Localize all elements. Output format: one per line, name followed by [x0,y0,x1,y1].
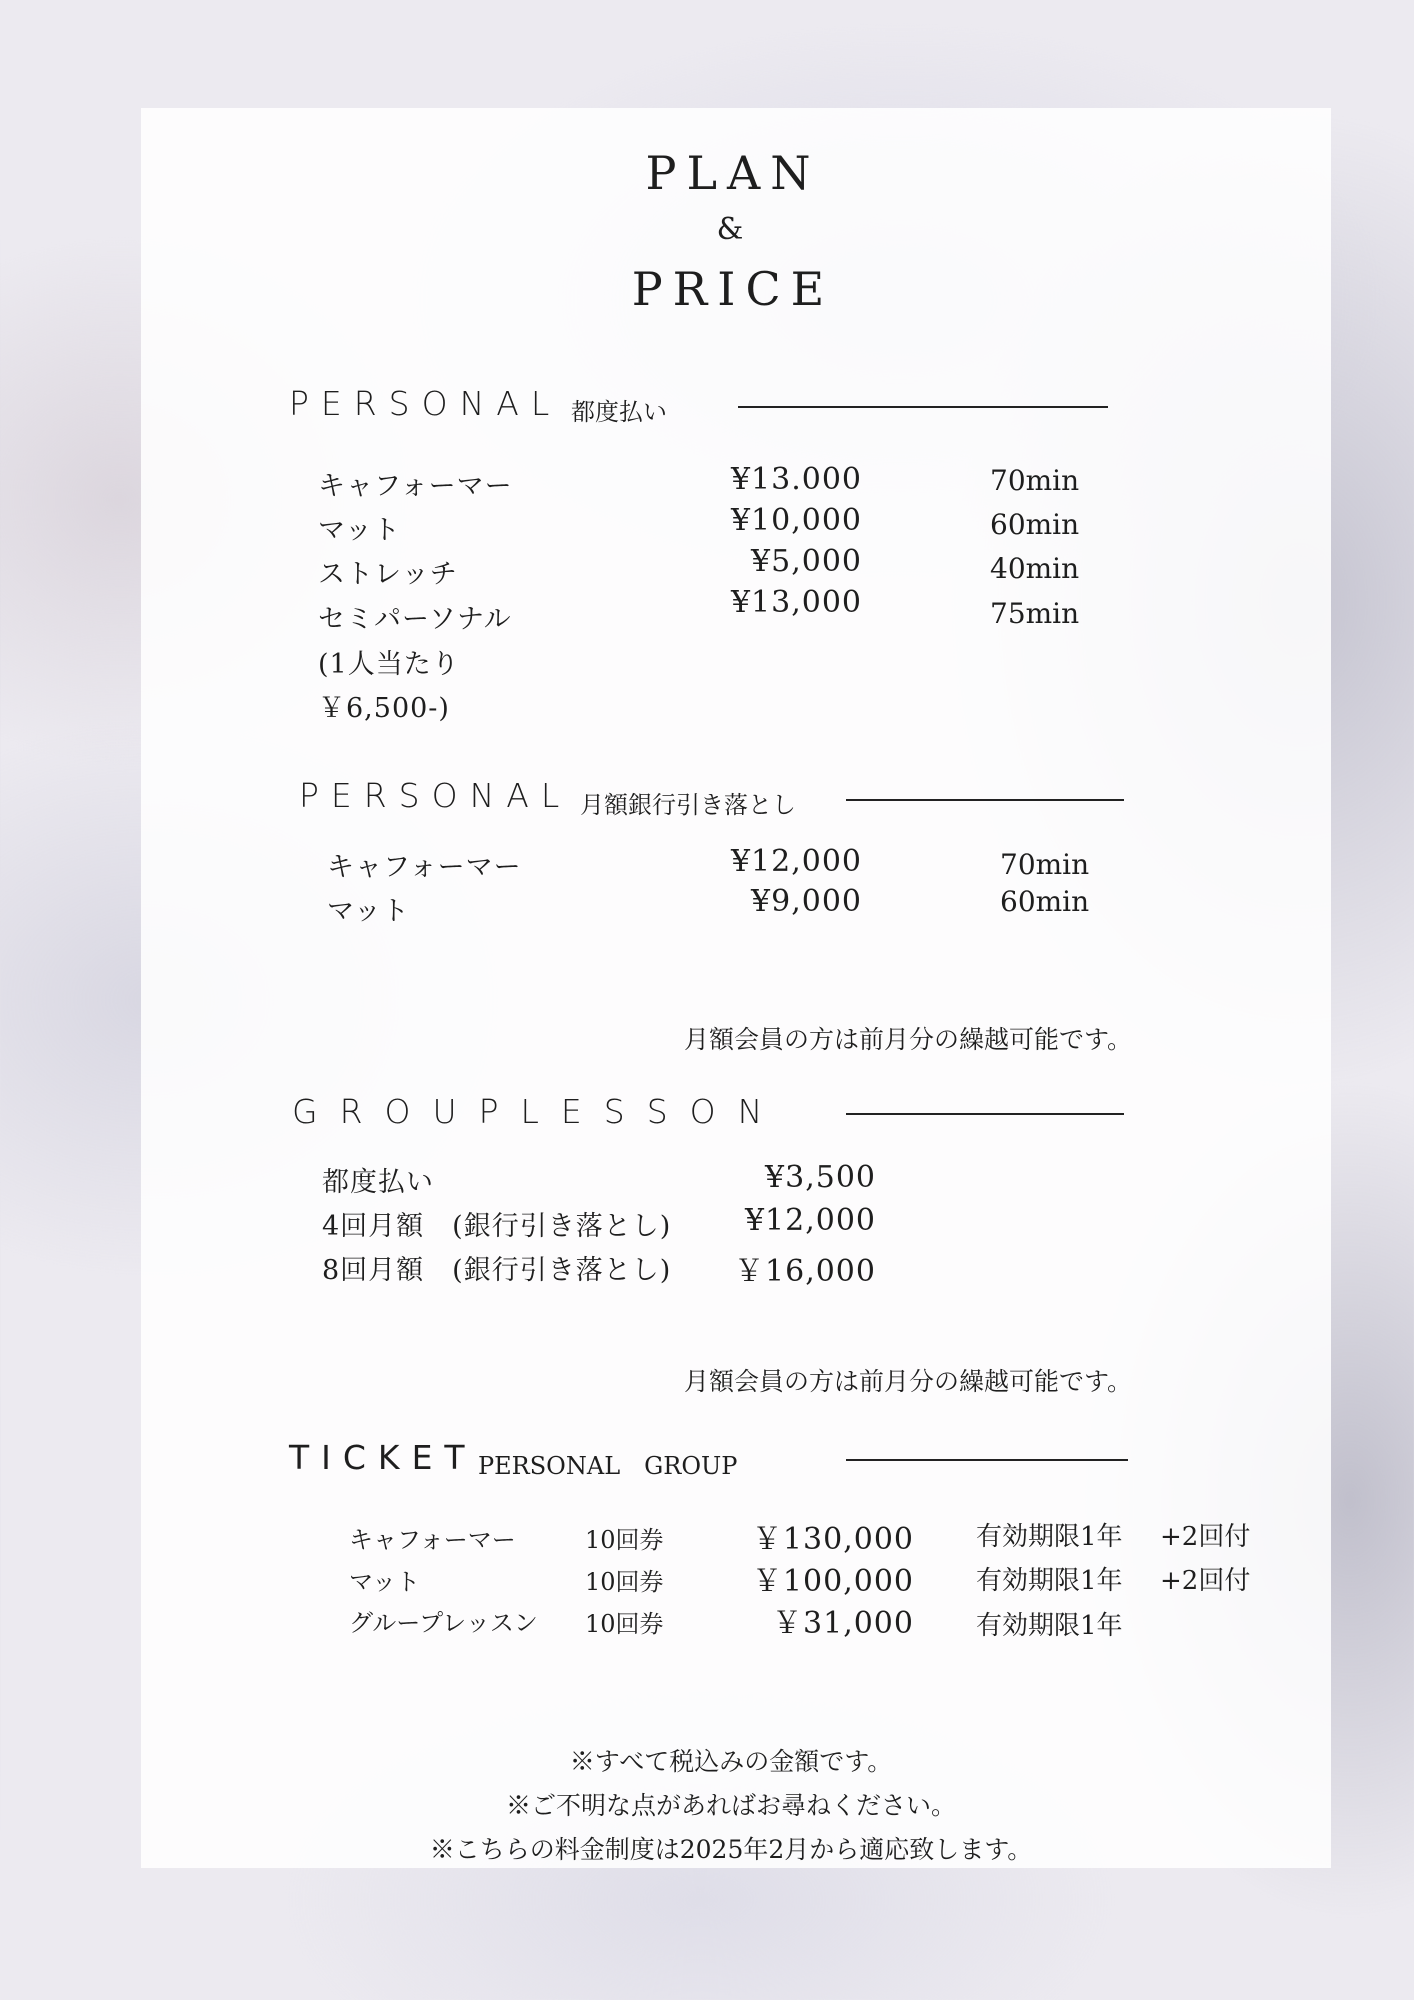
monthly-item-name: キャフォーマー [327,852,522,883]
personal-item-name: マット [318,515,401,546]
personal-subtitle: 都度払い [571,398,667,426]
personal-item-time: 60min [990,508,1080,541]
footer-note-questions: ※ご不明な点があればお尋ねください。 [505,1791,956,1820]
ticket-item-validity: 有効期限1年 [976,1611,1123,1641]
group-item-name: 都度払い [322,1167,434,1198]
group-title: GROUPLESSON [292,1092,785,1131]
ticket-item-bonus: +2回付 [1160,1522,1251,1552]
personal-item-price: ¥10,000 [730,503,862,538]
monthly-subtitle: 月額銀行引き落とし [580,791,796,819]
ticket-item-count: 10回券 [585,1526,664,1554]
ticket-subtitle: PERSONAL GROUP [478,1452,738,1480]
monthly-item-time: 70min [1000,848,1090,881]
personal-divider [738,406,1108,408]
footer-note-effective-date: ※こちらの料金制度は2025年2月から適応致します。 [429,1835,1033,1864]
title-ampersand: & [716,212,744,247]
ticket-item-name: マット [349,1568,421,1596]
ticket-item-count: 10回券 [585,1610,664,1638]
ticket-item-price: ￥31,000 [772,1606,914,1641]
ticket-item-name: グループレッスン [349,1609,538,1637]
monthly-carryover-note: 月額会員の方は前月分の繰越可能です。 [683,1025,1132,1054]
personal-semi-note: (1人当たり [318,649,460,680]
personal-semi-note: ￥6,500-) [318,693,450,724]
ticket-item-price: ￥100,000 [751,1564,914,1599]
personal-item-time: 75min [990,597,1080,630]
personal-item-price: ¥5,000 [751,544,862,579]
personal-item-price: ¥13.000 [730,462,862,497]
footer-note-tax: ※すべて税込みの金額です。 [569,1747,893,1776]
ticket-item-validity: 有効期限1年 [976,1566,1123,1596]
ticket-title: TICKET [289,1438,477,1477]
monthly-item-price: ¥12,000 [730,844,862,879]
monthly-title: PERSONAL [299,776,572,815]
personal-title: PERSONAL [289,384,562,423]
group-item-price: ¥3,500 [765,1160,876,1195]
group-divider [846,1113,1124,1115]
ticket-item-name: キャフォーマー [349,1526,516,1554]
ticket-item-price: ￥130,000 [751,1522,914,1557]
ticket-divider [846,1459,1128,1461]
group-item-price: ￥16,000 [734,1254,876,1289]
ticket-item-bonus: +2回付 [1160,1566,1251,1596]
monthly-item-price: ¥9,000 [751,884,862,919]
personal-item-name: セミパーソナル [318,604,512,635]
title-price: PRICE [631,262,835,316]
group-item-price: ¥12,000 [744,1203,876,1238]
monthly-item-name: マット [327,896,410,927]
title-plan: PLAN [645,146,821,200]
personal-item-name: キャフォーマー [318,471,513,502]
group-item-name: 8回月額 (銀行引き落とし) [322,1255,672,1286]
personal-item-time: 40min [990,552,1080,585]
monthly-divider [846,799,1124,801]
personal-item-name: ストレッチ [318,559,458,590]
ticket-item-validity: 有効期限1年 [976,1522,1123,1552]
monthly-item-time: 60min [1000,885,1090,918]
ticket-item-count: 10回券 [585,1568,664,1596]
group-item-name: 4回月額 (銀行引き落とし) [322,1211,672,1242]
group-carryover-note: 月額会員の方は前月分の繰越可能です。 [683,1367,1132,1396]
personal-item-price: ¥13,000 [730,585,862,620]
personal-item-time: 70min [990,464,1080,497]
